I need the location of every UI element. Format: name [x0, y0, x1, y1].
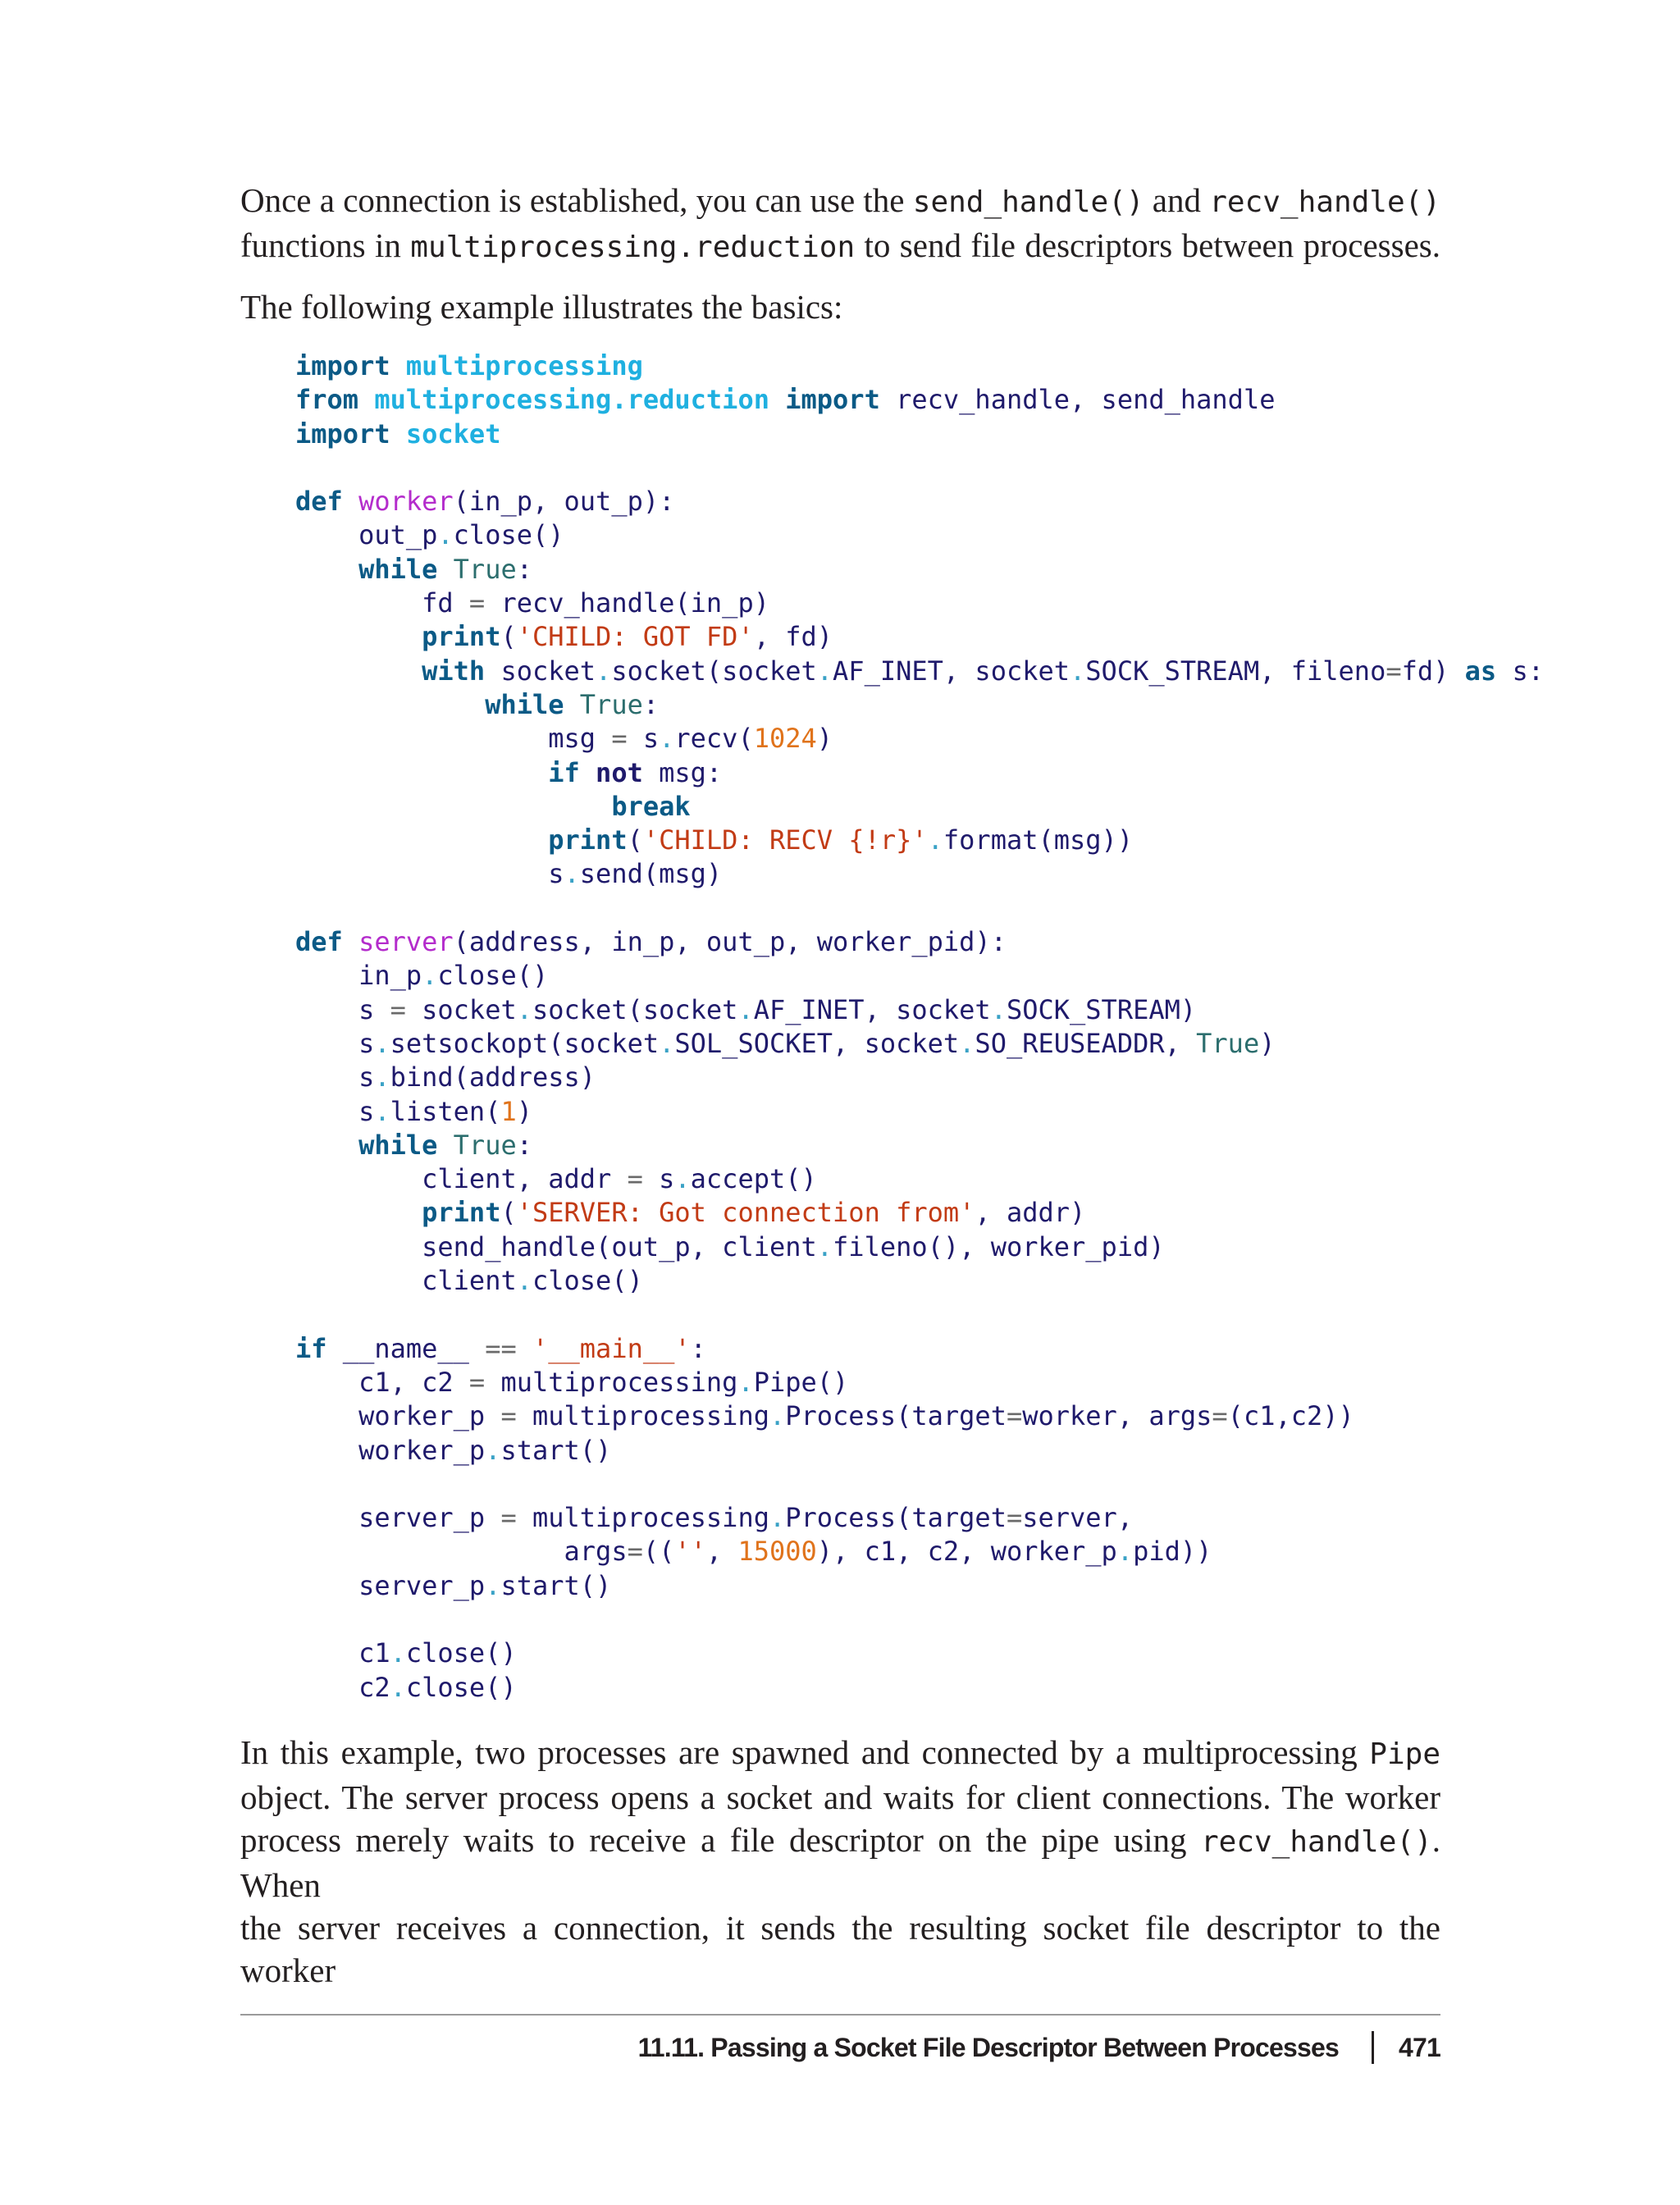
operator: = — [390, 993, 406, 1025]
code-line — [295, 857, 1460, 891]
code-line — [295, 1501, 1460, 1535]
identifier: server, — [1022, 1502, 1134, 1534]
page-number: 471 — [1399, 2032, 1440, 2062]
identifier: SOCK_STREAM) — [1006, 993, 1197, 1025]
identifier: close() — [453, 519, 564, 551]
footer-section-title: 11.11. Passing a Socket File Descriptor Between Processes — [637, 2032, 1339, 2062]
dot-operator: . — [390, 1671, 406, 1703]
explain-text: process merely waits to receive a file descriptor on the pipe using — [240, 1821, 1201, 1859]
keyword: import — [295, 418, 390, 450]
identifier: bind(address) — [390, 1061, 596, 1093]
dot-operator: . — [564, 858, 580, 890]
code-line — [295, 518, 1460, 552]
dot-operator: . — [737, 993, 754, 1025]
operator: = — [627, 1163, 643, 1195]
explain-text: . When — [240, 1821, 1440, 1904]
identifier: ( — [500, 1197, 517, 1229]
code-line — [295, 1671, 1460, 1705]
identifier: format(msg)) — [943, 824, 1134, 856]
identifier: setsockopt(socket — [390, 1027, 660, 1059]
code-line — [295, 1332, 1460, 1366]
identifier: multiprocessing — [500, 1366, 738, 1398]
identifier: s — [358, 1027, 375, 1059]
keyword: as — [1464, 655, 1497, 687]
identifier: listen( — [390, 1095, 501, 1127]
constant: True — [1196, 1027, 1260, 1059]
dot-operator: . — [927, 824, 943, 856]
dot-operator: . — [816, 655, 833, 687]
dot-operator: . — [422, 960, 438, 992]
keyword: while — [485, 688, 564, 720]
dot-operator: . — [516, 993, 532, 1025]
code-line — [295, 1196, 1460, 1230]
number-literal: 1024 — [753, 723, 817, 755]
number-literal: 1 — [500, 1095, 517, 1127]
code-line — [295, 790, 1460, 824]
identifier: socket(socket — [611, 655, 817, 687]
identifier: in_p — [358, 960, 422, 992]
keyword: import — [295, 350, 390, 381]
dot-operator: . — [437, 519, 454, 551]
dot-operator: . — [390, 1637, 406, 1669]
identifier: __name__ — [342, 1332, 469, 1364]
identifier: fileno(), worker_pid) — [833, 1230, 1165, 1262]
inline-code-pipe: Pipe — [1369, 1737, 1440, 1771]
code-line — [295, 688, 1460, 722]
identifier: s — [358, 993, 375, 1025]
keyword: while — [358, 553, 438, 585]
dot-operator: . — [959, 1027, 975, 1059]
dot-operator: . — [990, 993, 1007, 1025]
identifier: ), c1, c2, worker_p — [816, 1536, 1117, 1568]
identifier: socket — [500, 655, 596, 687]
code-line — [295, 1264, 1460, 1298]
dot-operator: . — [485, 1569, 501, 1601]
inline-code-module: multiprocessing.reduction — [410, 231, 856, 264]
keyword: not — [596, 756, 643, 788]
lead-paragraph: The following example illustrates the basics: — [240, 288, 843, 326]
blank-line — [295, 1298, 1460, 1331]
code-line — [295, 1027, 1460, 1061]
module-name: multiprocessing.reduction — [374, 384, 769, 416]
function-name: worker — [358, 486, 454, 518]
operator: = — [1386, 655, 1402, 687]
code-line — [295, 1366, 1460, 1399]
keyword: def — [295, 486, 343, 518]
operator: = — [1006, 1502, 1023, 1534]
identifier: pid)) — [1133, 1536, 1212, 1568]
code-line — [295, 1637, 1460, 1670]
identifier: multiprocessing — [532, 1502, 769, 1534]
dot-operator: . — [374, 1027, 390, 1059]
code-line — [295, 925, 1460, 959]
identifier: : — [516, 553, 532, 585]
dot-operator: . — [659, 723, 675, 755]
operator: == — [485, 1332, 517, 1364]
dot-operator: . — [374, 1095, 390, 1127]
identifier: ) — [1259, 1027, 1276, 1059]
explain-line-3 — [240, 1819, 1440, 1906]
identifier: AF_INET, socket — [753, 993, 991, 1025]
operator: = — [500, 1400, 517, 1432]
identifier: client, addr — [422, 1163, 612, 1195]
blank-line — [295, 1468, 1460, 1501]
identifier: recv_handle, send_handle — [896, 384, 1276, 416]
identifier: SOL_SOCKET, socket — [674, 1027, 960, 1059]
identifier: fd) — [1401, 655, 1449, 687]
identifier: SO_REUSEADDR, — [975, 1027, 1197, 1059]
identifier: s — [548, 858, 564, 890]
keyword: print — [548, 824, 628, 856]
keyword: if — [295, 1332, 327, 1364]
constant: True — [453, 1129, 517, 1161]
operator: = — [611, 723, 628, 755]
code-line — [295, 553, 1460, 587]
blank-line — [295, 892, 1460, 925]
identifier: socket(socket — [532, 993, 738, 1025]
keyword: from — [295, 384, 359, 416]
dot-operator: . — [769, 1502, 786, 1534]
identifier: ( — [627, 824, 643, 856]
code-line — [295, 383, 1460, 417]
identifier: out_p — [358, 519, 438, 551]
code-line — [295, 1535, 1460, 1568]
blank-line — [295, 451, 1460, 485]
code-line — [295, 1162, 1460, 1196]
code-line — [295, 722, 1460, 756]
code-line — [295, 959, 1460, 993]
identifier: Process(target — [785, 1502, 1007, 1534]
identifier: send(msg) — [579, 858, 723, 890]
string-literal: '__main__' — [532, 1332, 691, 1364]
string-literal: '' — [674, 1536, 706, 1568]
intro-line-2 — [240, 224, 1440, 269]
identifier: ) — [516, 1095, 532, 1127]
dot-operator: . — [816, 1230, 833, 1262]
function-name: server — [358, 926, 454, 958]
identifier: server_p — [358, 1569, 486, 1601]
code-line — [295, 1230, 1460, 1264]
string-literal: 'SERVER: Got connection from' — [516, 1197, 975, 1229]
inline-code-recv-handle: recv_handle() — [1200, 1825, 1432, 1859]
code-line — [295, 1061, 1460, 1094]
code-line — [295, 1569, 1460, 1603]
dot-operator: . — [1116, 1536, 1134, 1568]
identifier: , fd) — [753, 621, 833, 653]
code-line — [295, 1129, 1460, 1162]
operator: = — [1212, 1400, 1228, 1432]
identifier: client — [422, 1265, 517, 1297]
identifier: s — [358, 1061, 375, 1093]
identifier: (address, in_p, out_p, worker_pid): — [453, 926, 1007, 958]
code-listing — [295, 349, 1544, 1705]
string-literal: 'CHILD: RECV {!r}' — [642, 824, 928, 856]
dot-operator: . — [659, 1027, 675, 1059]
keyword: break — [611, 790, 691, 822]
code-line — [295, 993, 1460, 1027]
module-name: socket — [405, 418, 501, 450]
footer-divider — [240, 2014, 1440, 2016]
intro-line-1 — [240, 179, 1440, 224]
dot-operator: . — [374, 1061, 390, 1093]
page-footer — [638, 2031, 1440, 2064]
identifier: start() — [500, 1434, 612, 1466]
identifier: ( — [500, 621, 517, 653]
keyword: while — [358, 1129, 438, 1161]
inline-code-send-handle: send_handle() — [912, 185, 1144, 219]
keyword: print — [422, 1197, 501, 1229]
identifier: socket — [422, 993, 517, 1025]
identifier: , addr) — [975, 1197, 1086, 1229]
intro-text: and — [1144, 181, 1210, 219]
identifier: (( — [642, 1536, 675, 1568]
identifier: msg: — [659, 756, 723, 788]
explain-line-2: object. The server process opens a socket and waits for client connections. The worker — [240, 1778, 1440, 1816]
string-literal: 'CHILD: GOT FD' — [516, 621, 754, 653]
code-line — [295, 620, 1460, 654]
explain-text: In this example, two processes are spawned and connected by a multiprocessing — [240, 1733, 1370, 1771]
identifier: worker_p — [358, 1400, 486, 1432]
identifier: ) — [816, 723, 833, 755]
identifier: c1, c2 — [358, 1366, 454, 1398]
identifier: fd — [422, 587, 454, 619]
explanation-paragraph — [240, 1731, 1440, 1992]
code-line — [295, 1095, 1460, 1129]
code-line — [295, 756, 1460, 790]
identifier: recv( — [674, 723, 754, 755]
identifier: Pipe() — [753, 1366, 849, 1398]
dot-operator: . — [485, 1434, 501, 1466]
footer-separator — [1372, 2031, 1374, 2064]
code-line — [295, 418, 1460, 451]
identifier: SOCK_STREAM, fileno — [1085, 655, 1386, 687]
intro-paragraph — [240, 179, 1440, 269]
keyword: def — [295, 926, 343, 958]
operator: = — [468, 587, 486, 619]
operator: = — [627, 1536, 643, 1568]
operator: = — [500, 1502, 517, 1534]
keyword: with — [422, 655, 486, 687]
identifier: send_handle(out_p, client — [422, 1230, 817, 1262]
dot-operator: . — [516, 1265, 532, 1297]
identifier: s — [642, 723, 660, 755]
identifier: c2 — [358, 1671, 390, 1703]
code-line — [295, 824, 1460, 857]
identifier: recv_handle(in_p) — [500, 587, 769, 619]
identifier: start() — [500, 1569, 612, 1601]
explain-line-4: the server receives a connection, it sends the resulting socket file descriptor to the worker — [240, 1909, 1440, 1989]
operator: = — [1006, 1400, 1023, 1432]
identifier: worker_p — [358, 1434, 486, 1466]
number-literal: 15000 — [737, 1536, 817, 1568]
constant: True — [453, 553, 517, 585]
inline-code-recv-handle: recv_handle() — [1209, 185, 1440, 219]
identifier: (c1,c2)) — [1227, 1400, 1354, 1432]
keyword: print — [422, 621, 501, 653]
identifier: , — [705, 1536, 738, 1568]
explain-line-1 — [240, 1731, 1440, 1776]
identifier: s: — [1512, 655, 1544, 687]
identifier: close() — [437, 960, 549, 992]
identifier: server_p — [358, 1502, 486, 1534]
identifier: c1 — [358, 1637, 390, 1669]
dot-operator: . — [674, 1163, 691, 1195]
identifier: : — [690, 1332, 706, 1364]
identifier: msg — [548, 723, 596, 755]
code-line — [295, 587, 1460, 620]
identifier: close() — [405, 1637, 517, 1669]
dot-operator: . — [596, 655, 612, 687]
identifier: multiprocessing — [532, 1400, 769, 1432]
intro-text: to send file descriptors between processes. — [855, 226, 1440, 264]
keyword: if — [548, 756, 580, 788]
identifier: s — [358, 1095, 375, 1127]
identifier: : — [516, 1129, 532, 1161]
identifier: worker, args — [1022, 1400, 1212, 1432]
intro-text: Once a connection is established, you can use the — [240, 181, 913, 219]
identifier: Process(target — [785, 1400, 1007, 1432]
code-line — [295, 1434, 1460, 1468]
code-line — [295, 485, 1460, 518]
code-line — [295, 655, 1544, 688]
module-name: multiprocessing — [405, 350, 643, 381]
identifier: s — [659, 1163, 675, 1195]
keyword: import — [785, 384, 880, 416]
constant: True — [579, 688, 643, 720]
intro-text: functions in — [240, 226, 411, 264]
code-line — [295, 1399, 1460, 1433]
identifier: (in_p, out_p): — [453, 486, 675, 518]
code-line — [295, 349, 1460, 383]
dot-operator: . — [737, 1366, 754, 1398]
dot-operator: . — [769, 1400, 786, 1432]
identifier: : — [642, 688, 660, 720]
identifier: args — [564, 1536, 628, 1568]
identifier: accept() — [690, 1163, 817, 1195]
operator: = — [468, 1366, 486, 1398]
identifier: close() — [532, 1265, 643, 1297]
identifier: close() — [405, 1671, 517, 1703]
blank-line — [295, 1603, 1460, 1637]
dot-operator: . — [1070, 655, 1086, 687]
identifier: AF_INET, socket — [833, 655, 1071, 687]
